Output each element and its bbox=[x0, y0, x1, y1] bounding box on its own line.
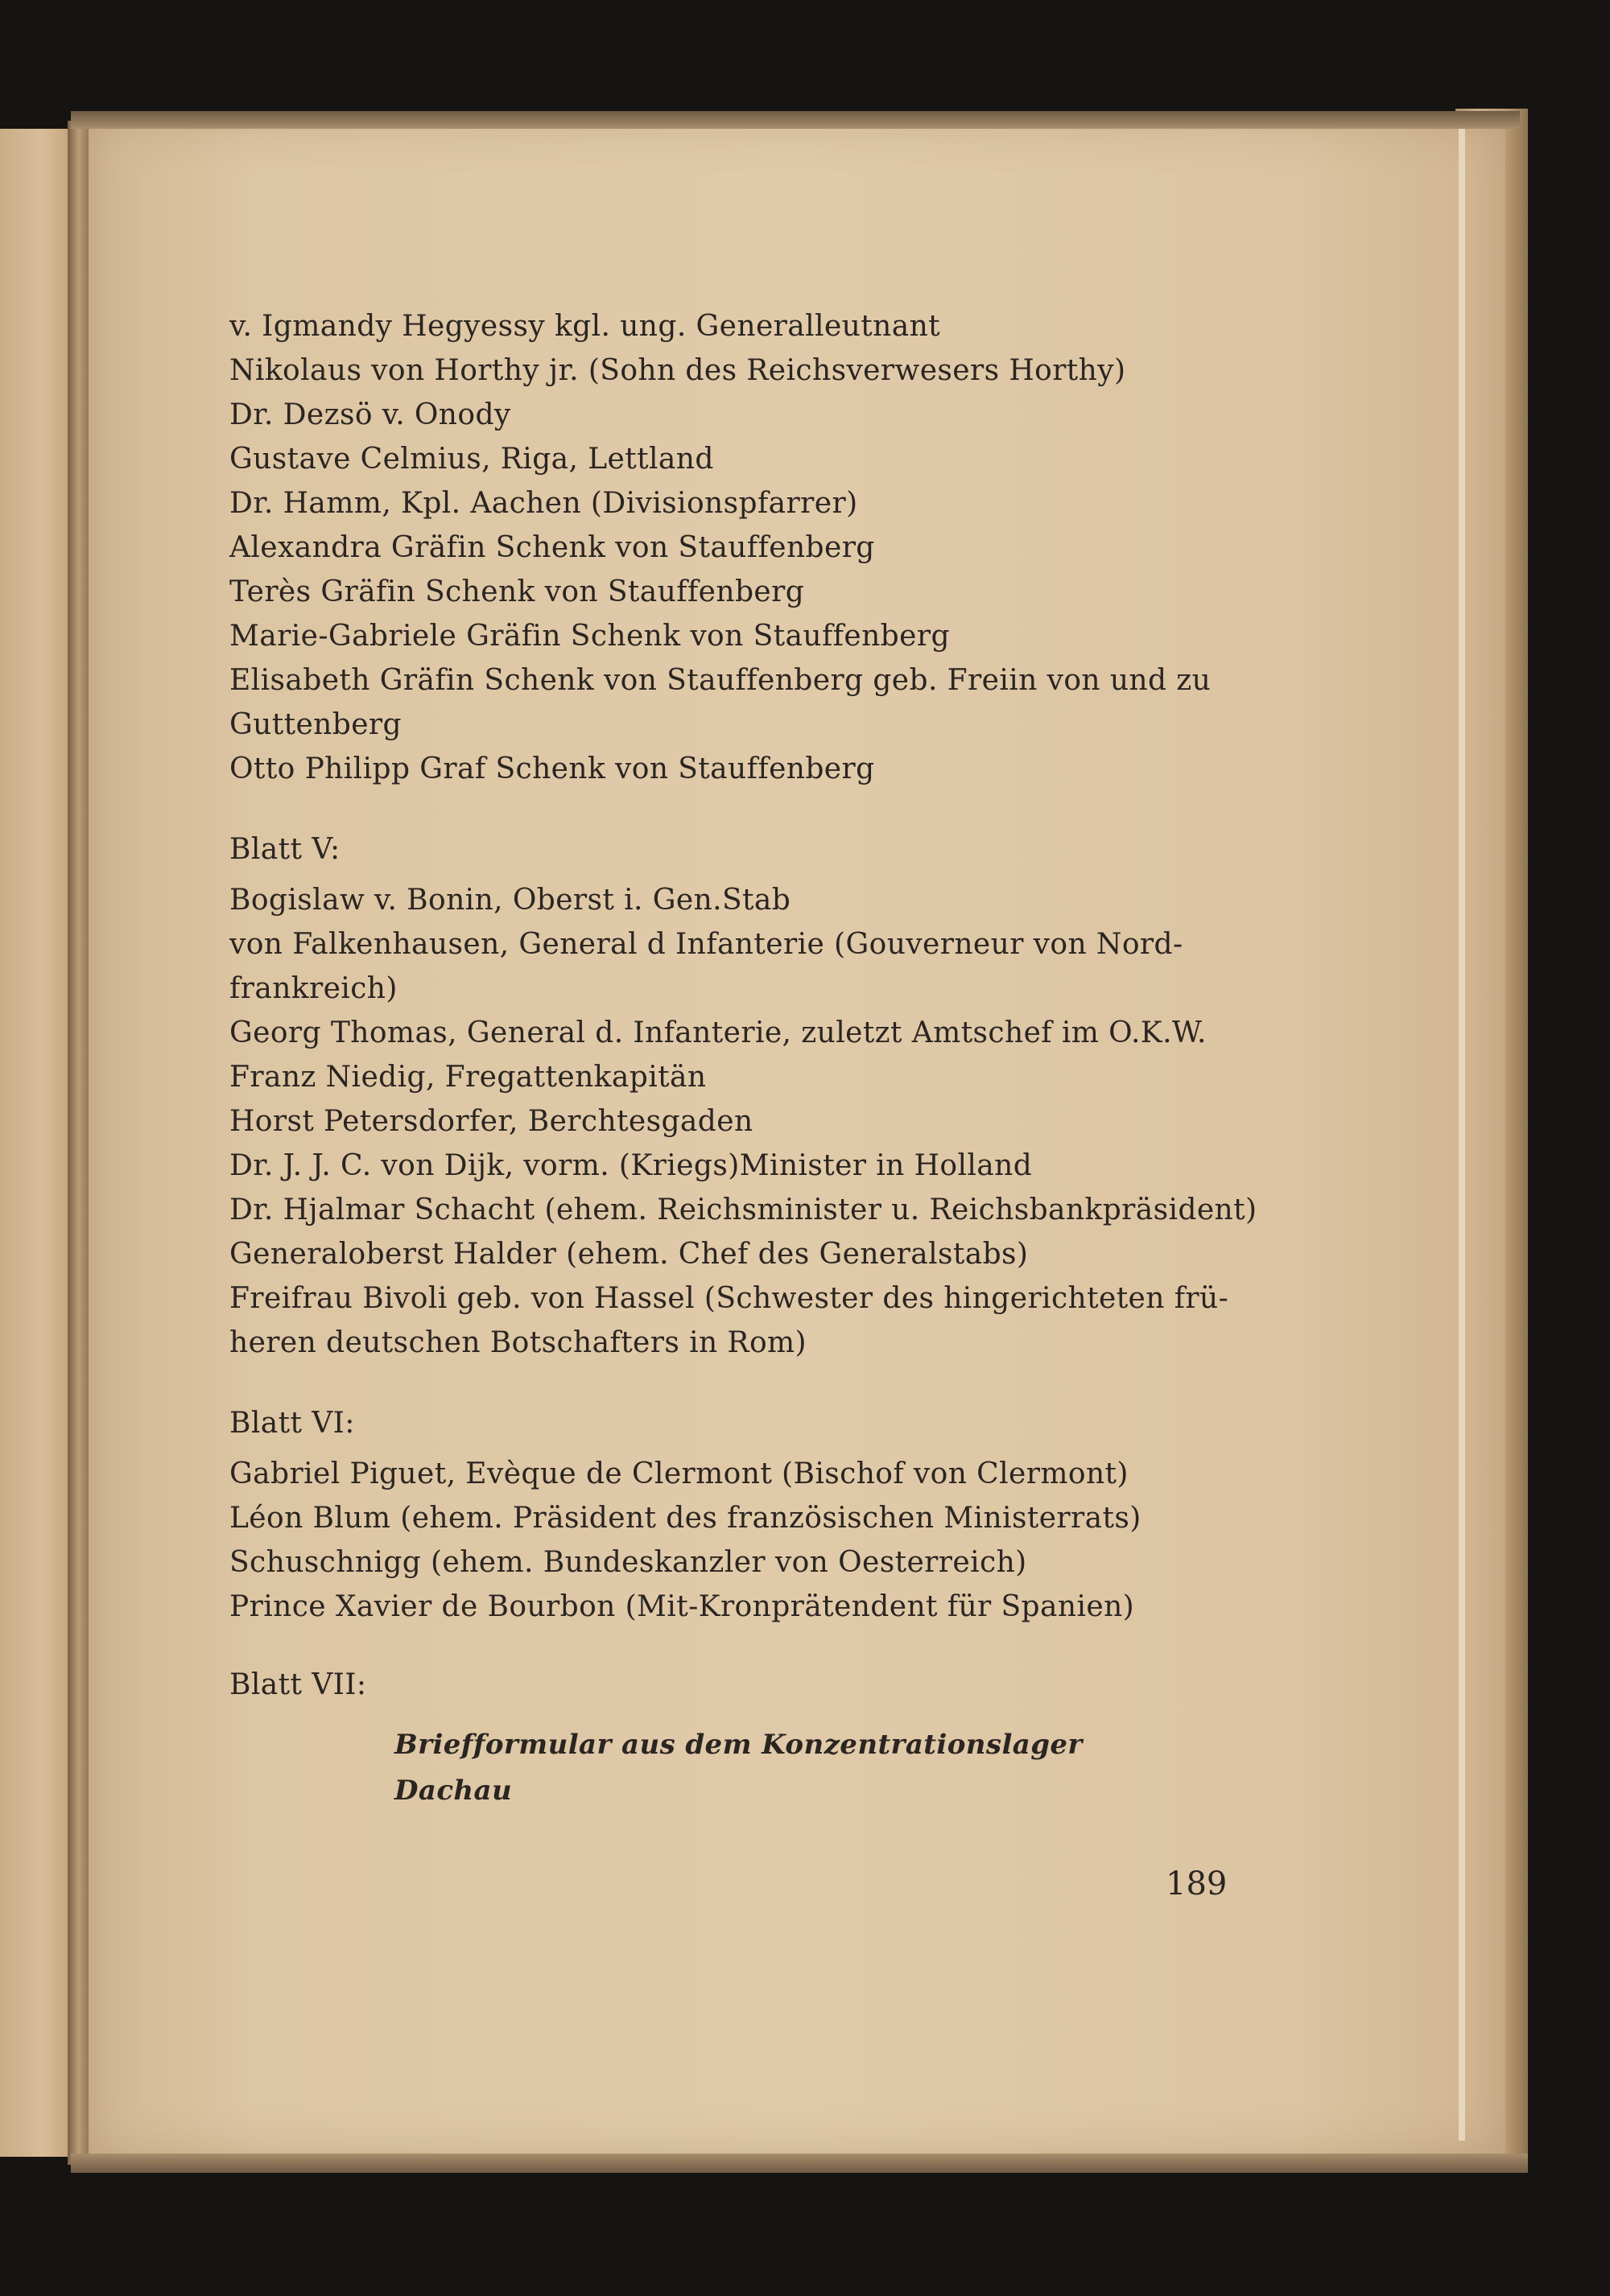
text-line: Dr. J. J. C. von Dijk, vorm. (Kriegs)Minister in Holland bbox=[229, 1149, 1033, 1182]
book-bottom-edge bbox=[71, 2154, 1528, 2173]
text-line: Otto Philipp Graf Schenk von Stauffenberg bbox=[229, 752, 875, 785]
text-line: Guttenberg bbox=[229, 708, 402, 741]
text-line: Bogislaw v. Bonin, Oberst i. Gen.Stab bbox=[229, 884, 791, 917]
section-heading-blatt-v: Blatt V: bbox=[229, 833, 341, 866]
italic-line: Dachau bbox=[394, 1775, 513, 1807]
text-line: Terès Gräfin Schenk von Stauffenberg bbox=[229, 575, 805, 608]
text-line: frankreich) bbox=[229, 972, 398, 1005]
text-line: Dr. Hjalmar Schacht (ehem. Reichsminister u. Reichsbankpräsident) bbox=[229, 1193, 1257, 1226]
page-number: 189 bbox=[1166, 1865, 1228, 1902]
text-line: Elisabeth Gräfin Schenk von Stauffenberg geb. Freiin von und zu bbox=[229, 664, 1212, 697]
text-line: Franz Niedig, Fregattenkapitän bbox=[229, 1061, 707, 1094]
text-line: Nikolaus von Horthy jr. (Sohn des Reichsverwesers Horthy) bbox=[229, 354, 1126, 387]
section-heading-blatt-vi: Blatt VI: bbox=[229, 1407, 355, 1440]
italic-line: Briefformular aus dem Konzentrationslager bbox=[394, 1729, 1083, 1761]
text-line: Prince Xavier de Bourbon (Mit-Kronprätendent für Spanien) bbox=[229, 1590, 1135, 1623]
text-line: von Falkenhausen, General d Infanterie (Gouverneur von Nord- bbox=[229, 928, 1183, 961]
section-heading-blatt-vii: Blatt VII: bbox=[229, 1668, 367, 1701]
text-line: v. Igmandy Hegyessy kgl. ung. Generalleutnant bbox=[229, 310, 941, 343]
text-line: Léon Blum (ehem. Präsident des französischen Ministerrats) bbox=[229, 1502, 1141, 1535]
text-line: heren deutschen Botschafters in Rom) bbox=[229, 1326, 807, 1359]
text-line: Schuschnigg (ehem. Bundeskanzler von Oesterreich) bbox=[229, 1546, 1027, 1579]
text-line: Freifrau Bivoli geb. von Hassel (Schwester des hingerichteten frü- bbox=[229, 1282, 1229, 1315]
text-line: Dr. Hamm, Kpl. Aachen (Divisionspfarrer) bbox=[229, 487, 858, 520]
text-line: Generaloberst Halder (ehem. Chef des Generalstabs) bbox=[229, 1238, 1029, 1271]
text-line: Marie-Gabriele Gräfin Schenk von Stauffenberg bbox=[229, 620, 950, 653]
page-edge-line bbox=[1459, 129, 1465, 2141]
text-line: Alexandra Gräfin Schenk von Stauffenberg bbox=[229, 531, 875, 564]
text-line: Horst Petersdorfer, Berchtesgaden bbox=[229, 1105, 753, 1138]
left-page-edge bbox=[0, 129, 71, 2157]
text-line: Gabriel Piguet, Evèque de Clermont (Bischof von Clermont) bbox=[229, 1457, 1129, 1490]
text-line: Georg Thomas, General d. Infanterie, zuletzt Amtschef im O.K.W. bbox=[229, 1016, 1207, 1049]
text-line: Dr. Dezsö v. Onody bbox=[229, 398, 511, 431]
text-line: Gustave Celmius, Riga, Lettland bbox=[229, 443, 714, 476]
book-top-edge bbox=[71, 111, 1520, 129]
